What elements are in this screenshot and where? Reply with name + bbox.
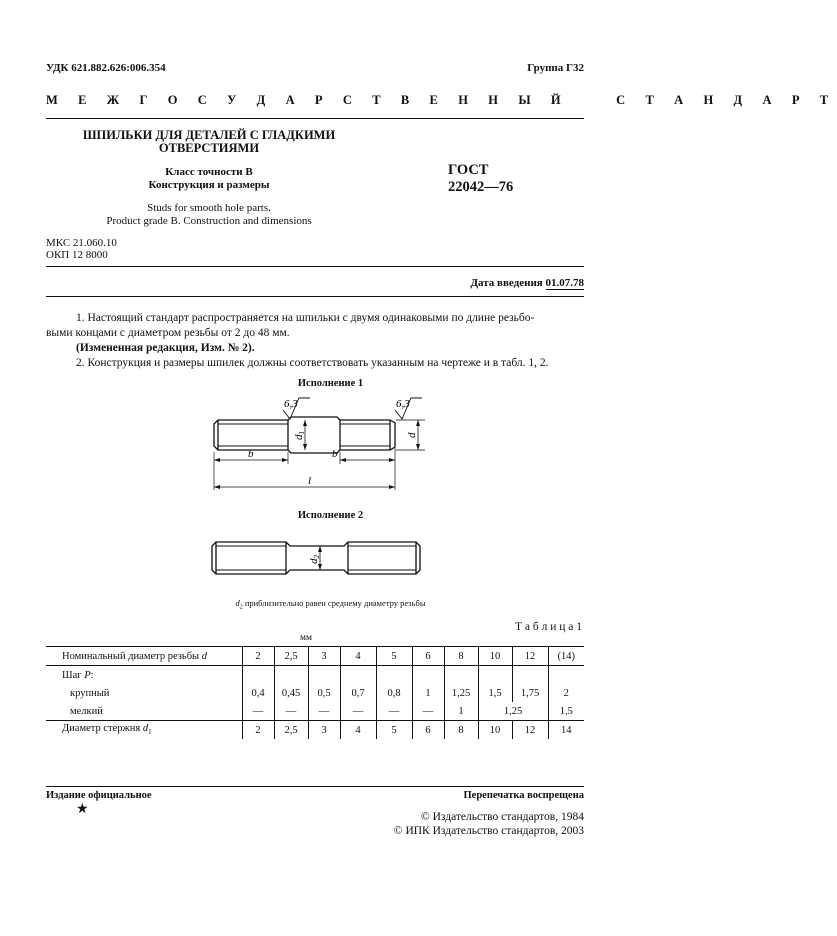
d2-note [0,598,661,611]
row-label-fine: мелкий [70,705,103,717]
dimensions-table [46,646,584,739]
gost-label: ГОСТ [448,162,489,178]
star-icon: ★ [76,802,89,817]
intro-date-label: Дата введения [470,277,543,289]
copyright-block [394,810,584,838]
mks-code: МКС 21.060.10 [46,237,117,249]
udk-code: УДК 621.882.626:006.354 [46,62,166,74]
standard-type: М Е Ж Г О С У Д А Р С Т В Е Н Н Ы Й С Т А Н Д А Р Т [46,93,837,107]
okp-code: ОКП 12 8000 [46,249,108,261]
gost-number: 22042—76 [448,179,514,195]
table-cell: 8 [444,647,478,666]
table-cell: 2,5 [274,721,308,740]
table-cell: 4 [340,721,376,740]
intro-date-value: 01.07.78 [545,277,584,289]
classification-codes [46,237,117,261]
subtitle-line-1: Класс точности В [165,166,253,178]
table-cell: 0,5 [308,684,340,702]
document-subtitle [46,166,372,192]
table-cell: 6 [412,647,444,666]
clause-1-line-2: выми концами с диаметром резьбы от 2 до 48 мм. [46,327,290,339]
dim-l-label: l [308,475,312,487]
header-divider [46,118,584,119]
intro-date [470,277,584,289]
document-title [46,129,372,155]
table-cell: 2,5 [274,647,308,666]
table-cell: 1 [444,702,478,721]
row-label-pitch: Шаг P: [62,669,94,681]
dim-b-left-label: b [248,448,254,460]
table-cell: — [308,702,340,721]
table-cell: 3 [308,647,340,666]
table-cell: — [340,702,376,721]
title-line-2: ОТВЕРСТИЯМИ [158,141,260,155]
roughness-label-2: 6,3 [396,398,410,410]
stud-drawing-2 [200,530,440,590]
row-label-coarse: крупный [70,687,110,699]
table-cell: 10 [478,647,512,666]
table-cell: 5 [376,721,412,740]
table-row-nominal [46,647,584,666]
table-cell: 5 [376,647,412,666]
table-cell: — [274,702,308,721]
dim-d1-label: d1 [293,431,306,440]
clause-1-line-1: 1. Настоящий стандарт распространяется на шпильки с двумя одинаковыми по длине резьбо- [76,312,535,324]
clause-1 [46,311,586,371]
table-cell: 6 [412,721,444,740]
copyright-2003: © ИПК Издательство стандартов, 2003 [393,825,584,837]
english-title [46,202,372,228]
table-cell: 10 [478,721,512,740]
group-code: Группа Г32 [527,62,584,74]
d2-note-text: приблизительно равен среднему диаметру резьбы [242,598,426,608]
table-unit: мм [300,633,313,643]
drawing-2-caption: Исполнение 2 [297,510,364,521]
table-row-coarse [46,684,584,702]
table-cell: 0,7 [340,684,376,702]
english-title-line-2: Product grade B. Construction and dimensions [106,215,312,227]
reprint-notice: Перепечатка воспрещена [463,790,584,801]
row-label-nominal: Номинальный диаметр резьбы d [46,647,242,666]
d2-note-subscript: 2 [239,604,243,611]
table-cell: — [376,702,412,721]
table-cell: 0,4 [242,684,274,702]
table-cell: 2 [242,647,274,666]
dim-d2-label: d2 [308,555,321,564]
english-title-line-1: Studs for smooth hole parts. [147,202,271,214]
table-cell: 14 [548,721,584,740]
drawing-1-caption: Исполнение 1 [297,378,364,389]
table-cell: — [412,702,444,721]
table-cell: 12 [512,647,548,666]
table-cell: 8 [444,721,478,740]
footer-divider [46,786,584,787]
row-label-shank: Диаметр стержня $d_1$ [46,721,242,740]
table-cell: (14) [548,647,584,666]
table-cell: 1,25 [478,702,548,721]
table-cell: 2 [242,721,274,740]
table-cell: 2 [548,684,584,702]
table-cell: 1,75 [512,684,548,702]
table-cell: — [242,702,274,721]
table-cell: 1,5 [478,684,512,702]
roughness-label-1: 6,3 [284,398,298,410]
table-cell: 3 [308,721,340,740]
title-divider [46,266,584,267]
table-cell: 1 [412,684,444,702]
table-cell: 0,8 [376,684,412,702]
table-row-fine [46,702,584,721]
table-caption: Т а б л и ц а 1 [514,621,582,633]
table-cell: 12 [512,721,548,740]
dim-b-right-label: b [332,448,338,460]
table-row-shank [46,721,584,740]
dim-d-label: d [406,432,418,438]
date-divider [46,296,584,297]
table-cell: 4 [340,647,376,666]
clause-2: 2. Конструкция и размеры шпилек должны соответствовать указанным на чертеже и в табл. 1, 2. [76,357,549,369]
clause-1-note: (Измененная редакция, Изм. № 2). [76,342,255,354]
table-row-pitch [46,666,584,685]
subtitle-line-2: Конструкция и размеры [148,179,270,191]
copyright-1984: © Издательство стандартов, 1984 [420,811,584,823]
title-line-1: ШПИЛЬКИ ДЛЯ ДЕТАЛЕЙ С ГЛАДКИМИ [82,128,336,142]
stud-drawing-1 [200,390,440,500]
table-cell: 0,45 [274,684,308,702]
official-edition: Издание официальное [46,790,152,801]
table-cell: 1,5 [548,702,584,721]
table-cell: 1,25 [444,684,478,702]
d2-note-symbol: d [235,598,240,608]
